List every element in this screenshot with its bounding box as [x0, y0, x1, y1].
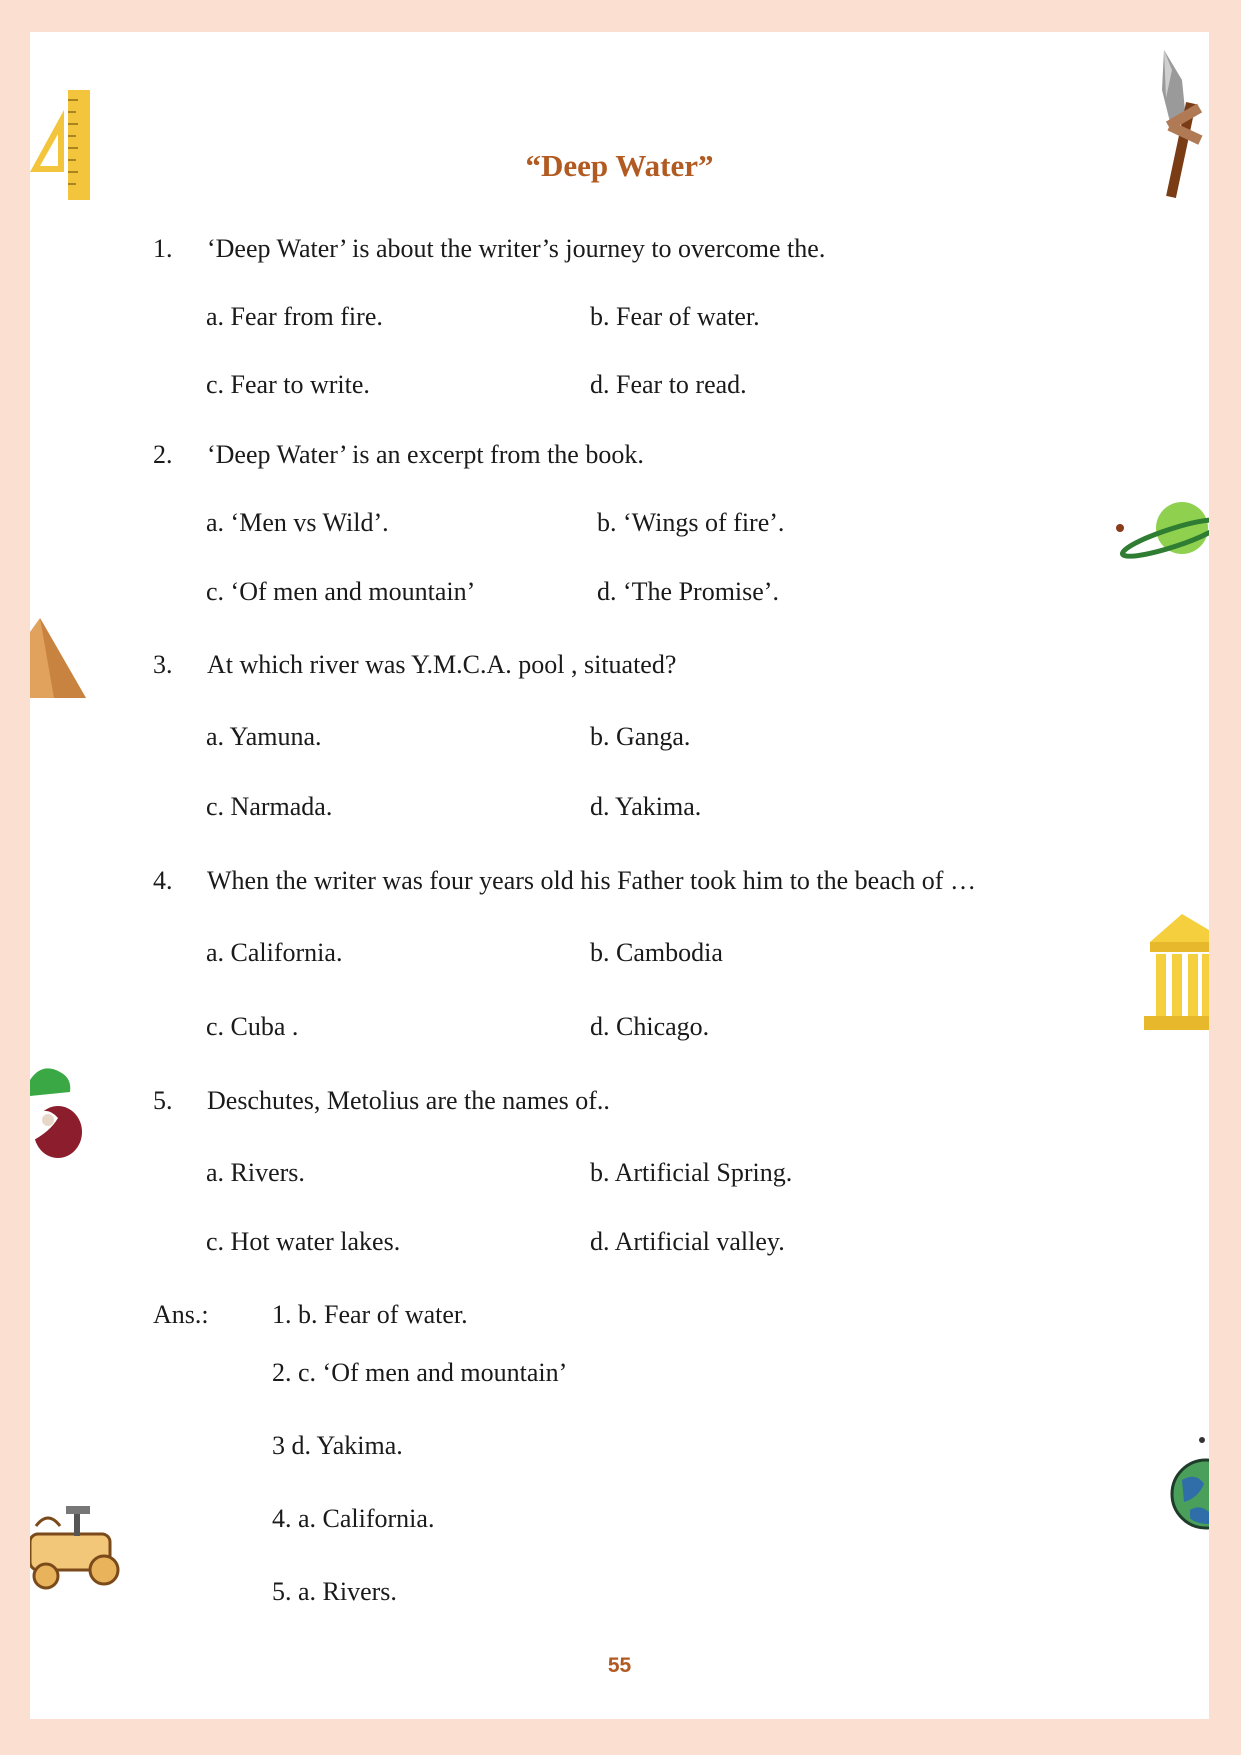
- question-3: [153, 650, 676, 680]
- option-d: d. Fear to read.: [590, 370, 747, 399]
- option-d: d. Yakima.: [590, 792, 702, 821]
- option-d: d. Chicago.: [590, 1012, 710, 1041]
- question-5: [153, 1086, 610, 1116]
- option-a: a. Rivers.: [206, 1158, 305, 1187]
- fruit-icon: [30, 1062, 86, 1172]
- page-number: 55: [607, 1654, 632, 1677]
- cart-icon: [30, 1504, 126, 1592]
- question-number: 4.: [153, 866, 173, 895]
- option-c: c. Cuba .: [206, 1012, 299, 1041]
- answer-3: 3 d. Yakima.: [272, 1431, 403, 1460]
- option-b: b. ‘Wings of fire’.: [597, 508, 785, 537]
- question-text: ‘Deep Water’ is about the writer’s journey to overcome the.: [207, 234, 826, 263]
- question-text: ‘Deep Water’ is an excerpt from the book.: [207, 440, 644, 469]
- option-b: b. Cambodia: [590, 938, 723, 967]
- question-2: [153, 440, 644, 470]
- planet-icon: [1112, 502, 1209, 568]
- question-text: When the writer was four years old his Father took him to the beach of …: [207, 866, 976, 895]
- option-c: c. ‘Of men and mountain’: [206, 577, 476, 606]
- option-b: b. Artificial Spring.: [590, 1158, 793, 1187]
- question-4: [153, 866, 976, 896]
- option-a: a. Yamuna.: [206, 722, 322, 751]
- question-number: 1.: [153, 234, 173, 263]
- answers-label: Ans.:: [153, 1300, 209, 1329]
- option-b: b. Fear of water.: [590, 302, 760, 331]
- globe-icon: [1170, 1432, 1209, 1532]
- option-c: c. Narmada.: [206, 792, 333, 821]
- answer-1: 1. b. Fear of water.: [272, 1300, 468, 1329]
- page-title: “Deep Water”: [525, 148, 714, 183]
- worksheet-page: [30, 32, 1209, 1719]
- option-a: a. ‘Men vs Wild’.: [206, 508, 389, 537]
- question-text: At which river was Y.M.C.A. pool , situated?: [207, 650, 677, 679]
- option-a: a. Fear from fire.: [206, 302, 383, 331]
- option-a: a. California.: [206, 938, 343, 967]
- pyramid-icon: [30, 618, 86, 700]
- question-number: 2.: [153, 440, 173, 469]
- question-number: 5.: [153, 1086, 173, 1115]
- option-c: c. Hot water lakes.: [206, 1227, 401, 1256]
- temple-icon: [1142, 914, 1209, 1032]
- option-c: c. Fear to write.: [206, 370, 370, 399]
- option-d: d. Artificial valley.: [590, 1227, 785, 1256]
- question-number: 3.: [153, 650, 173, 679]
- answer-2: 2. c. ‘Of men and mountain’: [272, 1358, 568, 1387]
- question-1: [153, 234, 825, 264]
- answer-5: 5. a. Rivers.: [272, 1577, 397, 1606]
- question-text: Deschutes, Metolius are the names of..: [207, 1086, 610, 1115]
- option-b: b. Ganga.: [590, 722, 691, 751]
- option-d: d. ‘The Promise’.: [597, 577, 779, 606]
- answer-4: 4. a. California.: [272, 1504, 435, 1533]
